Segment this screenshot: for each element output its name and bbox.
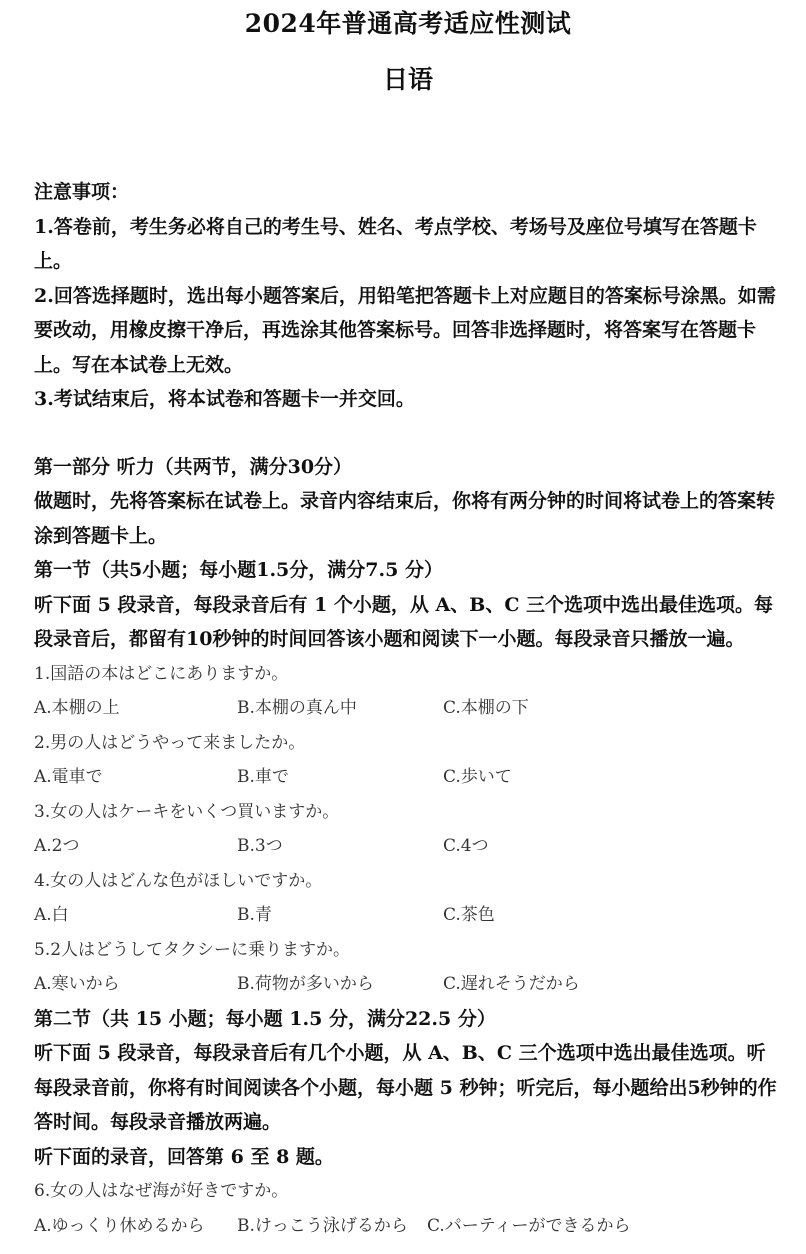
notice-item-3: 3.考试结束后，将本试卷和答题卡一并交回。 (34, 388, 415, 410)
part1-listening (34, 450, 782, 1244)
notice-heading: 注意事项： (34, 181, 130, 203)
question-5: 5.2人はどうしてタクシーに乗りますか。 (34, 939, 351, 960)
option-b: B.青 (237, 905, 272, 925)
section1-heading: 第一节（共5小题；每小题1.5分，满分7.5 分） (34, 559, 443, 581)
section2-instruction: 听下面 5 段录音，每段录音后有几个小题，从 A、B、C 三个选项中选出最佳选项。听每段录音前，你将有时间阅读各个小题，每小题 5 秒钟；听完后，每小题给出5秒钟的作答时间。每段录音播放两遍。 (34, 1042, 777, 1133)
option-a: A.2つ (34, 836, 80, 856)
option-a: A.白 (34, 905, 69, 925)
option-a: A.ゆっくり休めるから (34, 1215, 205, 1236)
question-5-options (34, 967, 782, 1002)
question-4-options (34, 898, 782, 933)
option-a: A.本棚の上 (34, 698, 120, 718)
option-c: C.歩いて (443, 767, 512, 787)
question-2: 2.男の人はどうやって来ましたか。 (34, 732, 306, 753)
notice-item-1: 1.答卷前，考生务必将自己的考生号、姓名、考点学校、考场号及座位号填写在答题卡上。 (34, 215, 757, 272)
option-c: C.遅れそうだから (443, 974, 580, 994)
option-b: B.荷物が多いから (237, 974, 374, 994)
question-6-options (34, 1209, 782, 1244)
question-6: 6.女の人はなぜ海が好きですか。 (34, 1181, 289, 1201)
question-2-options (34, 760, 782, 795)
option-b: B.けっこう泳げるから (237, 1215, 408, 1236)
exam-title: 2024年普通高考适应性测试 (244, 9, 572, 38)
option-c: C.茶色 (443, 905, 495, 925)
option-a: A.電車で (34, 767, 103, 787)
question-3-options (34, 829, 782, 864)
option-b: B.車で (237, 767, 289, 787)
question-4: 4.女の人はどんな色がほしいですか。 (34, 870, 323, 891)
exam-subject: 日语 (382, 65, 433, 94)
option-b: B.本棚の真ん中 (237, 698, 357, 718)
section1-instruction: 听下面 5 段录音，每段录音后有 1 个小题，从 A、B、C 三个选项中选出最佳选项。每段录音后，都留有10秒钟的时间回答该小题和阅读下一小题。每段录音只播放一遍。 (34, 593, 774, 650)
section2-heading: 第二节（共 15 小题；每小题 1.5 分，满分22.5 分） (34, 1007, 496, 1030)
group-heading: 听下面的录音，回答第 6 至 8 题。 (34, 1145, 334, 1168)
question-1-options (34, 691, 782, 726)
notice-section (34, 175, 782, 417)
question-3: 3.女の人はケーキをいくつ買いますか。 (34, 801, 340, 822)
notice-item-2: 2.回答选择题时，选出每小题答案后，用铅笔把答题卡上对应题目的答案标号涂黑。如需要改动，用橡皮擦干净后，再选涂其他答案标号。回答非选择题时，将答案写在答题卡上。写在本试卷上无效。 (34, 284, 776, 376)
option-a: A.寒いから (34, 974, 120, 994)
option-c: C.4つ (443, 836, 489, 856)
part1-heading: 第一部分 听力（共两节，满分30分） (34, 455, 353, 478)
question-1: 1.国語の本はどこにありますか。 (34, 663, 289, 684)
option-c: C.パーティーができるから (427, 1215, 631, 1236)
option-c: C.本棚の下 (443, 698, 529, 718)
part1-instruction: 做题时，先将答案标在试卷上。录音内容结束后，你将有两分钟的时间将试卷上的答案转涂到答题卡上。 (34, 490, 776, 547)
option-b: B.3つ (237, 836, 283, 856)
